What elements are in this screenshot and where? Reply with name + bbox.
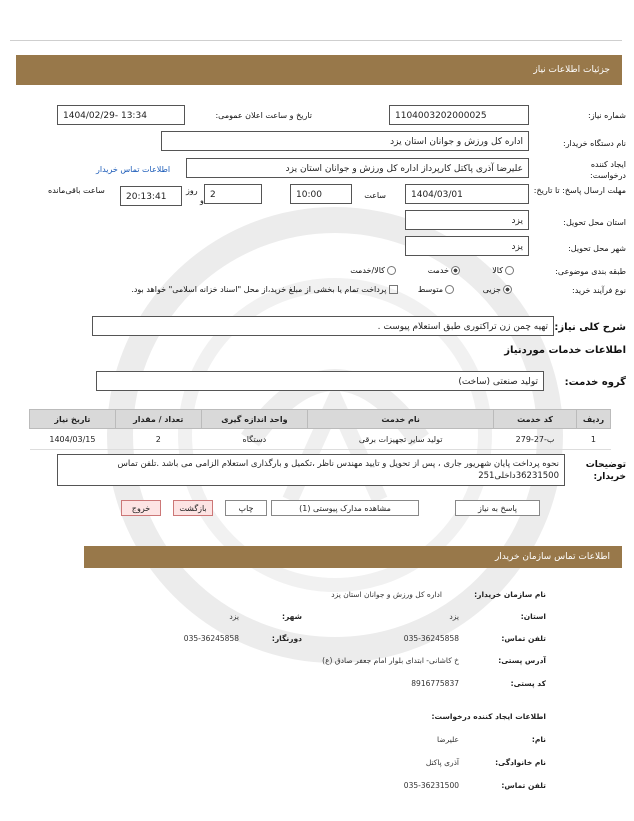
col-unit: واحد اندازه گیری [201, 410, 307, 429]
category-radio-service[interactable]: خدمت [428, 266, 462, 275]
announce-date-field: 1404/02/29- 13:34 [57, 105, 185, 125]
service-group-label: گروه خدمت: [564, 377, 626, 388]
process-radio-minor[interactable]: جزیی [483, 285, 514, 294]
category-label: طبقه بندی موضوعی: [555, 267, 626, 276]
creator-family-label: نام خانوادگی: [495, 758, 546, 767]
buyer-org-field: اداره کل ورزش و جوانان استان یزد [161, 131, 529, 151]
deadline-time-field: 10:00 [290, 184, 352, 204]
category-radio-goods[interactable]: کالا [492, 266, 516, 275]
table-row [30, 429, 611, 450]
cell-date: 1404/03/15 [30, 429, 116, 450]
buyer-notes-field: نحوه پرداخت پایان شهریور جاری ، پس از تحویل و تایید مهندس ناظر ،تکمیل و بارگذاری استعلام الزامی می باشد .تلفن تماس 36231500داخلی251 [57, 454, 565, 486]
services-title: اطلاعات خدمات موردنیاز [504, 345, 626, 356]
creator-family-value: آذری پاکتل [425, 758, 459, 767]
address-label: آدرس پستی: [498, 656, 546, 665]
treasury-payment-checkbox[interactable]: پرداخت تمام یا بخشی از مبلغ خرید،از محل "اسناد خزانه اسلامی" خواهد بود. [131, 285, 398, 294]
time-remaining-field: 20:13:41 [120, 186, 182, 206]
announce-date-label: تاریخ و ساعت اعلان عمومی: [215, 111, 312, 120]
page-header-bar [16, 55, 622, 85]
buyer-contact-link[interactable]: اطلاعات تماس خریدار [96, 165, 171, 174]
contact-fax-label: دورنگار: [271, 634, 302, 643]
postal-code-label: کد پستی: [510, 679, 546, 688]
time-remaining-label: ساعت باقی‌مانده [48, 186, 105, 195]
contact-province-label: استان: [520, 612, 546, 621]
cell-code: ب-27-279 [494, 429, 577, 450]
org-name-label: نام سازمان خریدار: [474, 590, 546, 599]
postal-code-value: 8916775837 [411, 679, 459, 688]
days-remaining-field: 2 [204, 184, 262, 204]
contact-title: اطلاعات تماس سازمان خریدار [494, 552, 610, 562]
need-number-field: 1104003202000025 [389, 105, 529, 125]
deadline-date-field: 1404/03/01 [405, 184, 529, 204]
contact-header-bar [84, 546, 622, 568]
col-code: کد خدمت [494, 410, 577, 429]
org-name-value: اداره کل ورزش و جوانان استان یزد [331, 590, 442, 599]
service-group-field: تولید صنعتی (ساخت) [96, 371, 544, 391]
contact-province-value: یزد [449, 612, 459, 621]
col-row: ردیف [576, 410, 610, 429]
creator-field: علیرضا آذری پاکتل کارپرداز اداره کل ورزش و جوانان استان یزد [186, 158, 529, 178]
deadline-label: مهلت ارسال پاسخ: تا تاریخ: [533, 186, 626, 195]
cell-unit: دستگاه [201, 429, 307, 450]
cell-row: 1 [576, 429, 610, 450]
print-button[interactable]: چاپ [225, 500, 267, 516]
days-label: روز [186, 186, 198, 195]
province-label: استان محل تحویل: [563, 218, 626, 227]
summary-label: شرح کلی نیاز: [554, 322, 626, 333]
reply-button[interactable]: پاسخ به نیاز [455, 500, 540, 516]
back-button[interactable]: بازگشت [173, 500, 213, 516]
creator-label: ایجاد کننده درخواست: [590, 160, 626, 180]
and-label: و [200, 196, 204, 205]
contact-phone-label: تلفن تماس: [501, 634, 546, 643]
cell-qty: 2 [115, 429, 201, 450]
creator-name-value: علیرضا [436, 735, 459, 744]
top-divider [10, 40, 622, 41]
creator-info-title: اطلاعات ایجاد کننده درخواست: [431, 712, 546, 721]
col-name: نام خدمت [308, 410, 494, 429]
contact-city-value: یزد [229, 612, 239, 621]
province-field: یزد [405, 210, 529, 230]
city-field: یزد [405, 236, 529, 256]
col-qty: تعداد / مقدار [115, 410, 201, 429]
items-table [29, 409, 611, 450]
view-attachments-button[interactable]: مشاهده مدارک پیوستی (1) [271, 500, 419, 516]
buyer-notes-label: توضیحات خریدار: [585, 460, 626, 482]
buyer-org-label: نام دستگاه خریدار: [563, 139, 626, 148]
category-radio-both[interactable]: کالا/خدمت [350, 266, 398, 275]
deadline-time-label: ساعت [364, 191, 386, 200]
items-table-header [30, 410, 611, 429]
address-value: خ کاشانی- ابتدای بلوار امام جعفر صادق (ع) [322, 656, 459, 665]
cell-name: تولید سایر تجهیزات برقی [308, 429, 494, 450]
creator-phone-value: 035-36231500 [403, 781, 459, 790]
city-label: شهر محل تحویل: [568, 244, 626, 253]
contact-phone-value: 035-36245858 [403, 634, 459, 643]
process-radio-medium[interactable]: متوسط [418, 285, 456, 294]
creator-name-label: نام: [531, 735, 546, 744]
creator-phone-label: تلفن تماس: [501, 781, 546, 790]
exit-button[interactable]: خروج [121, 500, 161, 516]
contact-city-label: شهر: [282, 612, 302, 621]
summary-field: تهیه چمن زن تراکتوری طبق استعلام پیوست . [92, 316, 554, 336]
col-date: تاریخ نیاز [30, 410, 116, 429]
process-label: نوع فرآیند خرید: [572, 286, 626, 295]
contact-fax-value: 035-36245858 [183, 634, 239, 643]
page-title: جزئیات اطلاعات نیاز [533, 65, 610, 75]
need-number-label: شماره نیاز: [588, 111, 626, 120]
